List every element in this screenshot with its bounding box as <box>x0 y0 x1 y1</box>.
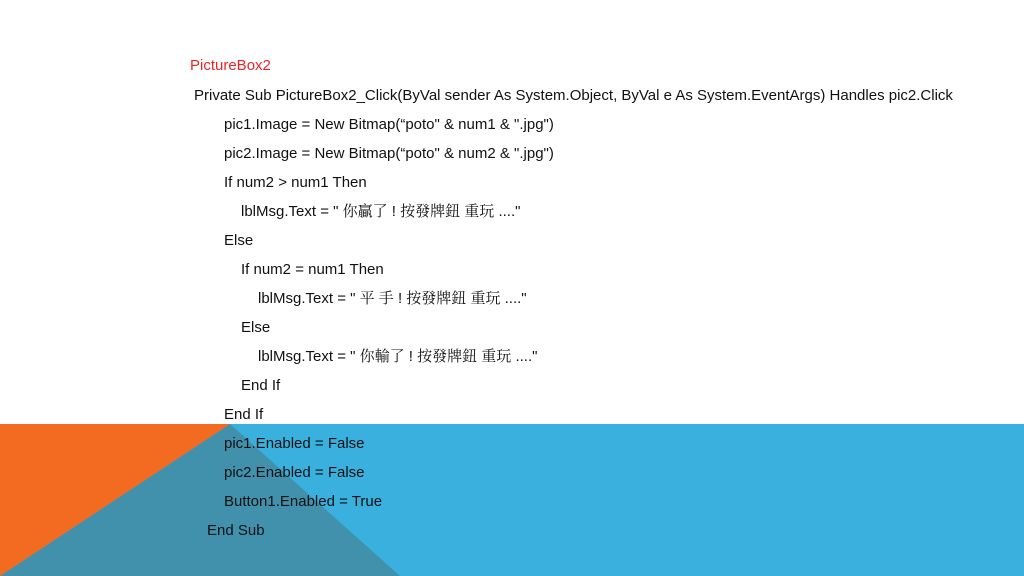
code-line-end-if-inner: End If <box>241 377 281 394</box>
code-line-else-outer: Else <box>224 232 254 249</box>
code-line-if-equal: If num2 = num1 Then <box>241 261 384 278</box>
slide-heading: PictureBox2 <box>190 57 271 74</box>
code-line-end-sub: End Sub <box>207 522 265 539</box>
code-line-pic1-enabled: pic1.Enabled = False <box>224 435 365 452</box>
code-line-msg-tie: lblMsg.Text = " 平 手 ! 按發牌鈕 重玩 ...." <box>258 290 527 307</box>
code-line-end-if-outer: End If <box>224 406 264 423</box>
code-line-sub-declaration: Private Sub PictureBox2_Click(ByVal sender As System.Object, ByVal e As System.EventArgs) Handles pic2.Click <box>194 87 953 104</box>
code-line-pic2-image: pic2.Image = New Bitmap(“poto" & num2 & ".jpg") <box>224 145 554 162</box>
code-line-msg-lose: lblMsg.Text = " 你輸了 ! 按發牌鈕 重玩 ...." <box>258 348 538 365</box>
code-line-pic2-enabled: pic2.Enabled = False <box>224 464 365 481</box>
code-line-pic1-image: pic1.Image = New Bitmap(“poto" & num1 & ".jpg") <box>224 116 554 133</box>
code-line-msg-win: lblMsg.Text = " 你贏了 ! 按發牌鈕 重玩 ...." <box>241 203 521 220</box>
code-line-else-inner: Else <box>241 319 271 336</box>
code-line-button1-enabled: Button1.Enabled = True <box>224 493 383 510</box>
code-line-if-greater: If num2 > num1 Then <box>224 174 367 191</box>
